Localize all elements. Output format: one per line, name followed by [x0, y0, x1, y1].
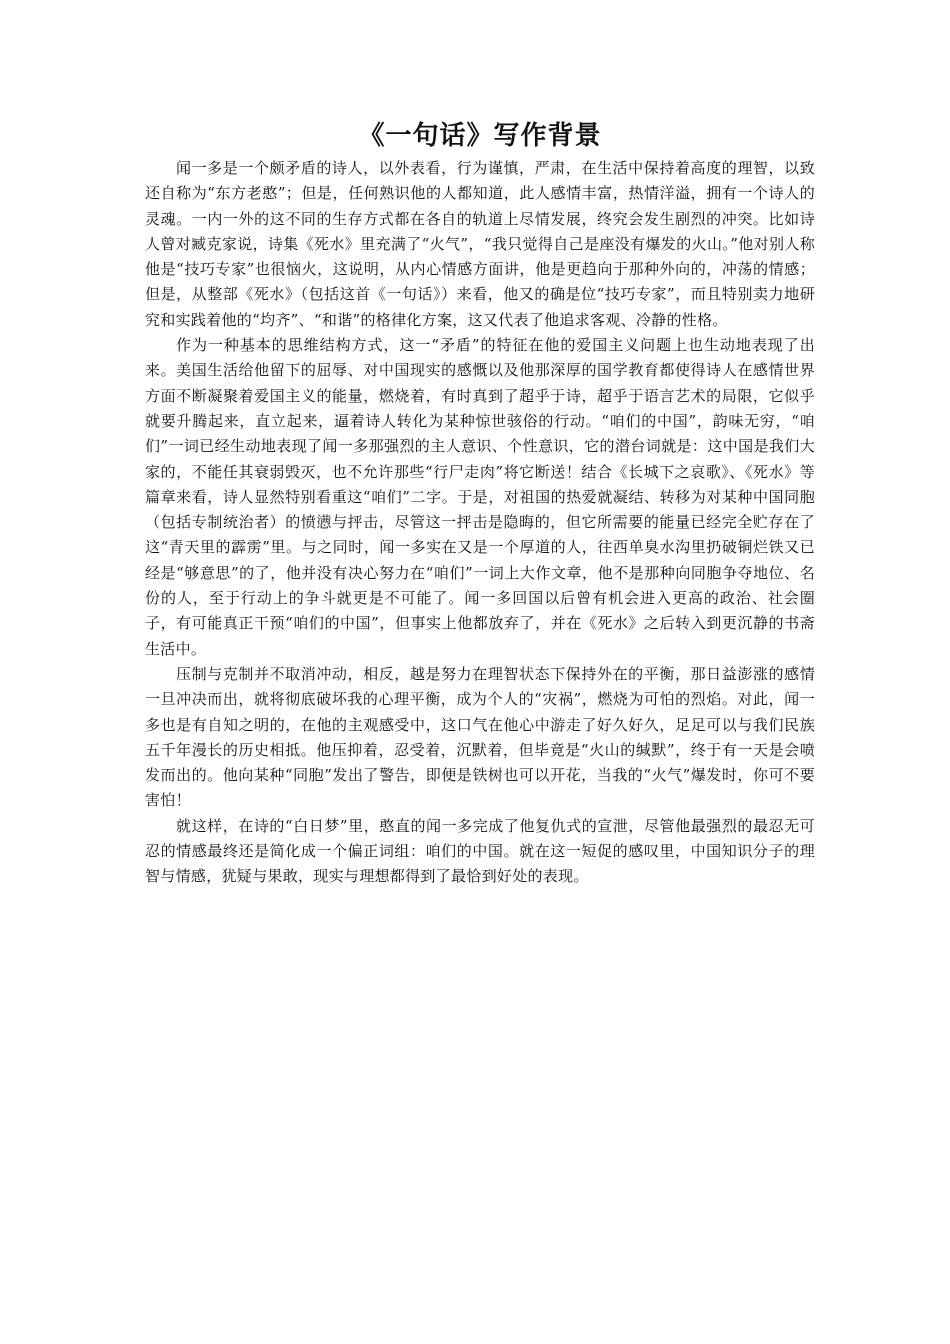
document-page: [145, 118, 815, 890]
paragraph-1: 闻一多是一个颇矛盾的诗人，以外表看，行为谨慎，严肃，在生活中保持着高度的理智，以致还自称为“东方老憨”；但是，任何熟识他的人都知道，此人感情丰富，热情洋溢，拥有一个诗人的灵魂。一内一外的这不同的生存方式都在各自的轨道上尽情发展，终究会发生剧烈的冲突。比如诗人曾对臧克家说，诗集《死水》里充满了“火气”，“我只觉得自己是座没有爆发的火山。”他对别人称他是“技巧专家”也很恼火，这说明，从内心情感方面讲，他是更趋向于那种外向的，冲荡的情感；但是，从整部《死水》（包括这首《一句话》）来看，他又的确是位“技巧专家”，而且特别卖力地研究和实践着他的“均齐”、“和谐”的格律化方案，这又代表了他追求客观、冷静的性格。: [145, 159, 815, 329]
paragraph-2: 作为一种基本的思维结构方式，这一“矛盾”的特征在他的爱国主义问题上也生动地表现了出来。美国生活给他留下的屈辱、对中国现实的感慨以及他那深厚的国学教育都使得诗人在感情世界方面不断凝聚着爱国主义的能量，燃烧着，有时真到了超乎于诗，超乎于语言艺术的局限，它似乎就要升腾起来，直立起来，逼着诗人转化为某种惊世骇俗的行动。“咱们的中国”，韵味无穷，“咱们”一词已经生动地表现了闻一多那强烈的主人意识、个性意识，它的潜台词就是：这中国是我们大家的，不能任其衰弱毁灭，也不允许那些“行尸走肉”将它断送！结合《长城下之哀歌》、《死水》等篇章来看，诗人显然特别看重这“咱们”二字。于是，对祖国的热爱就凝结、转移为对某种中国同胞（包括专制统治者）的愤懑与抨击，尽管这一抨击是隐晦的，但它所需要的能量已经完全贮存在了这“青天里的霹雳”里。与之同时，闻一多实在又是一个厚道的人，往西单臭水沟里扔破铜烂铁又已经是“够意思”的了，他并没有决心努力在“咱们”一词上大作文章，他不是那种向同胞争夺地位、名份的人，至于行动上的争斗就更是不可能了。闻一多回国以后曾有机会进入更高的政治、社会圈子，有可能真正干预“咱们的中国”，但事实上他都放弃了，并在《死水》之后转入到更沉静的书斋生活中。: [145, 336, 815, 658]
paragraph-4: 就这样，在诗的“白日梦”里，憨直的闻一多完成了他复仇式的宣泄，尽管他最强烈的最忍无可忍的情感最终还是简化成一个偏正词组：咱们的中国。就在这一短促的感叹里，中国知识分子的理智与情感，犹疑与果敢，现实与理想都得到了最恰到好处的表现。: [145, 816, 815, 886]
paragraph-3: 压制与克制并不取消冲动，相反，越是努力在理智状态下保持外在的平衡，那日益澎涨的感情一旦冲决而出，就将彻底破坏我的心理平衡，成为个人的“灾祸”，燃烧为可怕的烈焰。对此，闻一多也是有自知之明的，在他的主观感受中，这口气在他心中游走了好久好久，足足可以与我们民族五千年漫长的历史相抵。他压抑着，忍受着，沉默着，但毕竟是“火山的缄默”，终于有一天是会喷发而出的。他向某种“同胞”发出了警告，即便是铁树也可以开花，当我的“火气”爆发时，你可不要害怕！: [145, 664, 815, 810]
document-title: 《一句话》写作背景: [358, 121, 602, 151]
